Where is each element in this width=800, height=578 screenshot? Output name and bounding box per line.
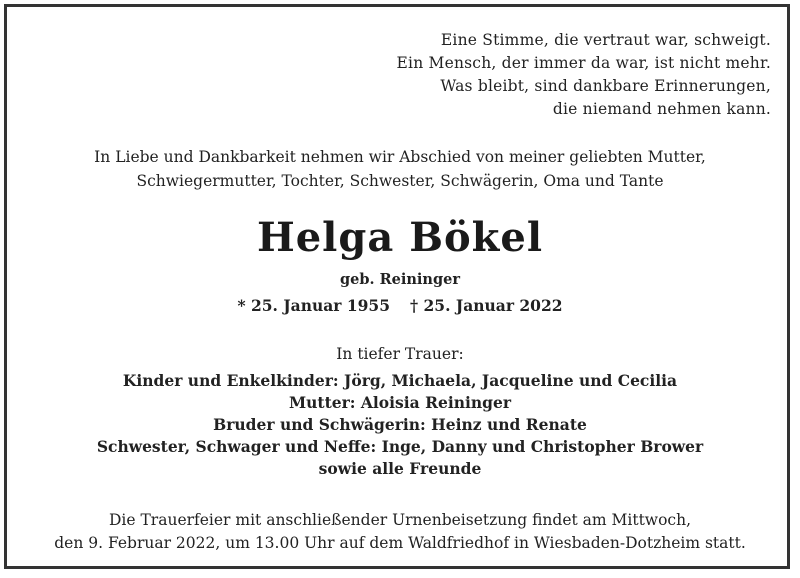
life-dates: [0, 296, 800, 315]
farewell-intro: [0, 145, 800, 193]
intro-line: Schwiegermutter, Tochter, Schwester, Schwägerin, Oma und Tante: [136, 172, 664, 190]
maiden-name: geb. Reininger: [340, 271, 460, 288]
poem-line: Was bleibt, sind dankbare Erinnerungen,: [440, 77, 771, 95]
funeral-notice: [0, 509, 800, 555]
poem-line: Ein Mensch, der immer da war, ist nicht mehr.: [396, 54, 771, 72]
mourner-line: sowie alle Freunde: [318, 459, 482, 478]
poem-line: die niemand nehmen kann.: [552, 100, 771, 118]
mourner-line: Schwester, Schwager und Neffe: Inge, Danny und Christopher Brower: [96, 437, 704, 456]
memorial-poem: [397, 29, 771, 121]
mourner-line: Bruder und Schwägerin: Heinz und Renate: [213, 415, 587, 434]
poem-line: Eine Stimme, die vertraut war, schweigt.: [440, 31, 771, 49]
mourner-line: Mutter: Aloisia Reininger: [288, 393, 511, 412]
birth-date: * 25. Januar 1955: [237, 296, 390, 315]
mourner-line: Kinder und Enkelkinder: Jörg, Michaela, Jacqueline und Cecilia: [122, 371, 678, 390]
mourning-label: In tiefer Trauer:: [336, 345, 464, 363]
deceased-name: Helga Bökel: [256, 214, 544, 261]
mourners-list: [0, 370, 800, 480]
funeral-line: den 9. Februar 2022, um 13.00 Uhr auf dem Waldfriedhof in Wiesbaden-Dotzheim statt.: [54, 534, 746, 552]
funeral-line: Die Trauerfeier mit anschließender Urnenbeisetzung findet am Mittwoch,: [108, 511, 691, 529]
death-date: † 25. Januar 2022: [410, 296, 563, 315]
intro-line: In Liebe und Dankbarkeit nehmen wir Abschied von meiner geliebten Mutter,: [94, 148, 706, 166]
